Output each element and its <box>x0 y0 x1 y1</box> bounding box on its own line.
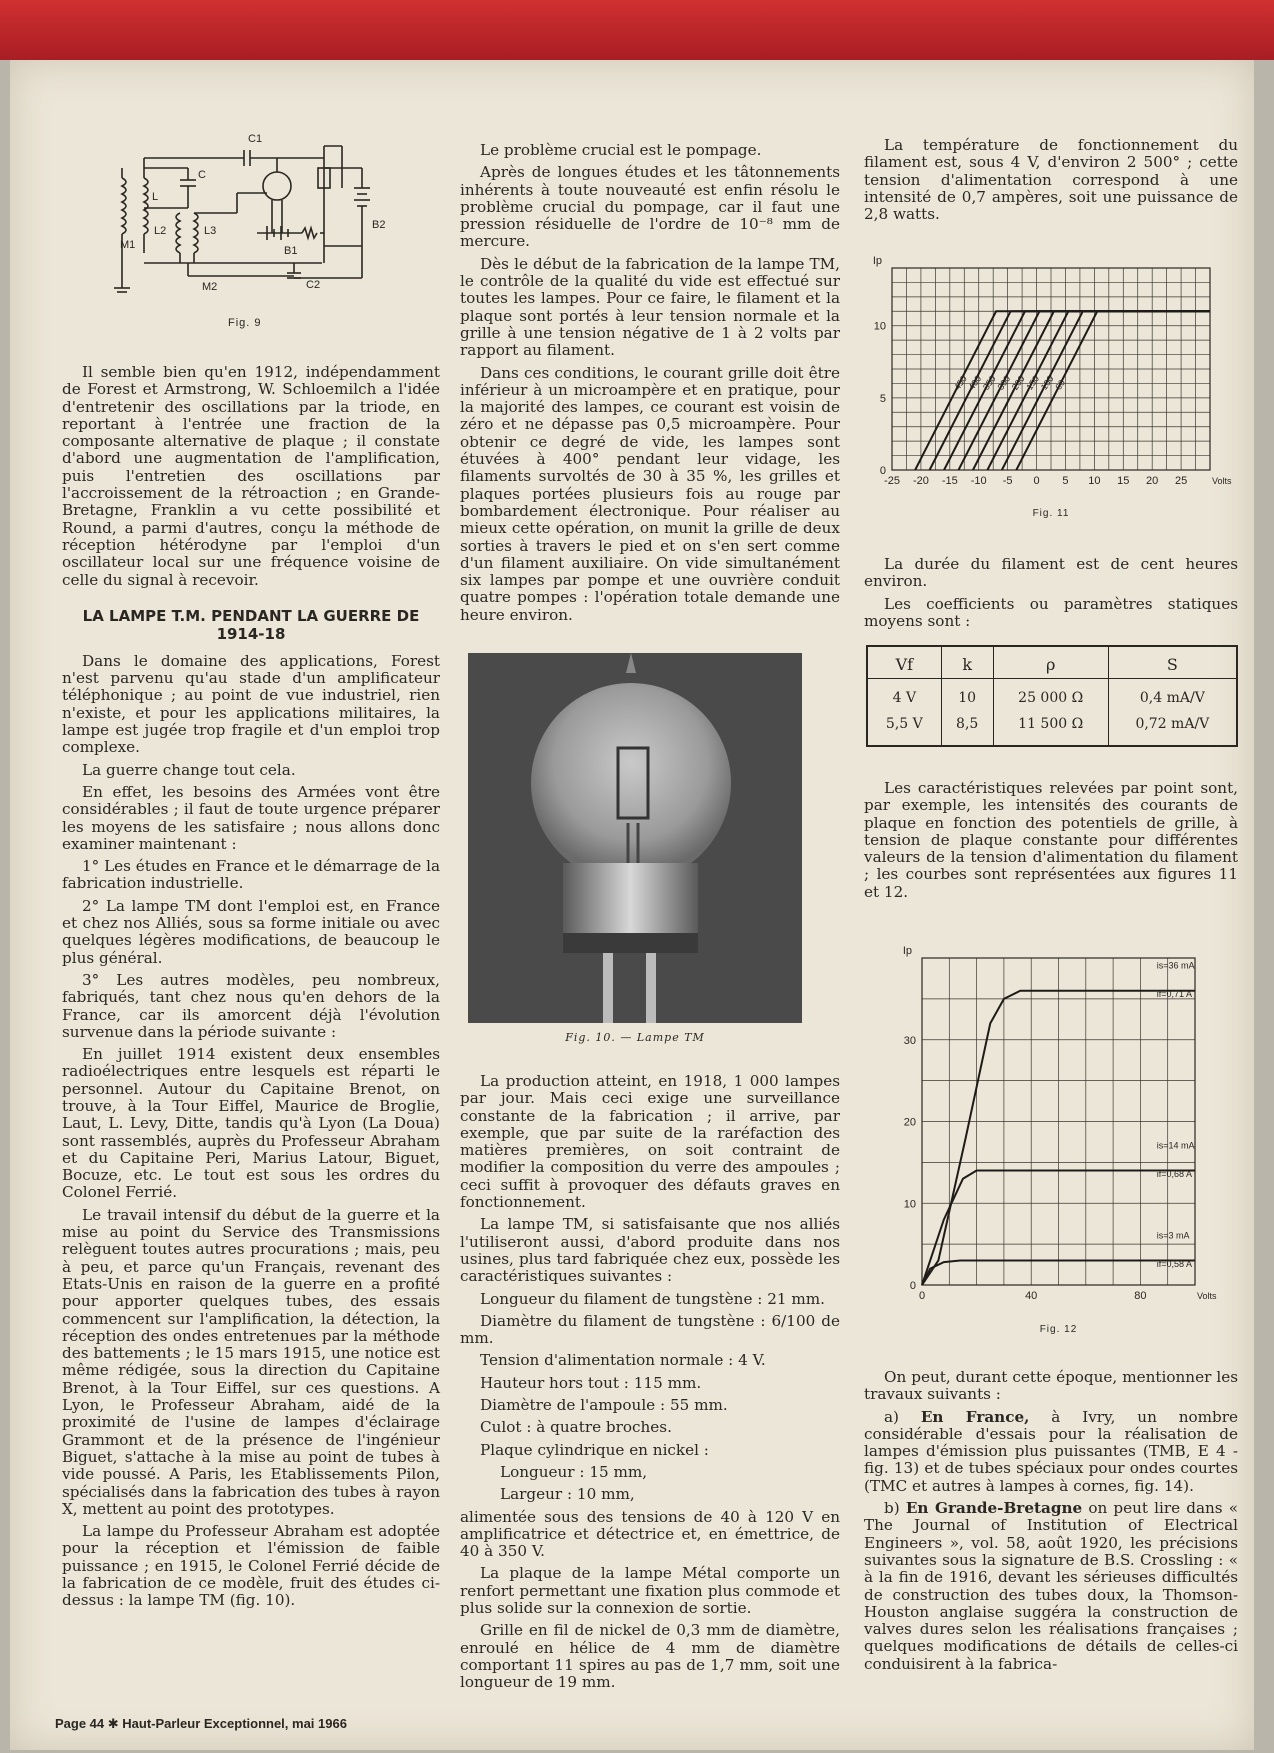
x-axis-label: Volts <box>1212 476 1232 486</box>
item-country: En France, <box>920 1407 1030 1426</box>
x-axis-label: Volts <box>1197 1291 1217 1301</box>
x-tick-label: -20 <box>912 475 929 487</box>
series-label: 100 <box>1038 373 1056 392</box>
x-tick-label: 0 <box>918 1290 926 1302</box>
figure-caption: Fig. 11 <box>1032 508 1070 519</box>
x-tick-label: 5 <box>1062 475 1069 487</box>
paragraph: En effet, les besoins des Armées vont être considérables ; il faut de toute urgence préparer les moyens de les satisfaire ; nous allons donc examiner maintenant : <box>62 782 440 853</box>
fig9-label-c1: C1 <box>248 133 263 145</box>
lamp-tm-illustration <box>468 653 802 1023</box>
spec-item: Longueur du filament de tungstène : 21 mm. <box>480 1289 825 1308</box>
fig9-label-c2: C2 <box>306 279 321 291</box>
x-tick-label: 20 <box>1146 475 1159 487</box>
paragraph: Les caractéristiques relevées par point sont, par exemple, les intensités des courants de plaque en fonction des potentiels de grille, à tension de plaque constante pour différentes valeurs de la tension d'alimentation du filament ; les courbes sont représentées aux figures 11 et 12. <box>864 779 1238 901</box>
series-line <box>987 311 1210 470</box>
column-3-mid2 <box>864 780 1238 906</box>
table-cell: 0,4 mA/V <box>1108 679 1237 712</box>
paragraph: Dès le début de la fabrication de la lampe TM, le contrôle de la qualité du vide est effectué sur toutes les lampes. Pour ce faire, le filament et la plaque sont portés à leur tension normale et la grille à une tension négative de 1 à 2 volts par rapport au filament. <box>460 254 840 360</box>
paragraph: Les coefficients ou paramètres statiques moyens sont : <box>864 594 1238 630</box>
y-tick-label: 30 <box>903 1034 916 1047</box>
paragraph: On peut, durant cette époque, mentionner les travaux suivants : <box>864 1368 1238 1404</box>
column-2 <box>460 142 840 629</box>
fig10-caption: Fig. 10. — Lampe TM <box>565 1031 705 1044</box>
paragraph: Après de longues études et les tâtonnements inhérents à toute nouveauté est enfin résolu le problème crucial du pompage, car il faut une pression résiduelle de l'ordre de 10⁻⁸ mm de mercure. <box>460 163 840 251</box>
paragraph: Il semble bien qu'en 1912, indépendamment de Forest et Armstrong, W. Schloemilch a l'idée d'entretenir des oscillations par la triode, en reportant à l'entrée une fraction de la composante alternative de plaque ; il constate d'abord une augmentation de l'amplification, puis l'entretien des oscillations par l'accroissement de la rétroaction ; en Grande-Bretagne, Franklin a vu cette possibilité et Round, a parmi d'autres, conçu la méthode de réception hétérodyne par l'emploi d'un oscillateur local sur une fréquence voisine de celle du signal à recevoir. <box>62 363 440 589</box>
table-header: ρ <box>993 646 1108 679</box>
paragraph: 3° Les autres modèles, peu nombreux, fabriqués, tant chez nous qu'en dehors de la France, car ils amorcent déjà l'évolution survenue dans la période suivante : <box>62 970 440 1041</box>
item-letter: b) <box>884 1499 900 1518</box>
fig9-label-l: L <box>152 191 159 203</box>
y-tick-label: 5 <box>879 392 886 405</box>
x-tick-label: 10 <box>1088 475 1101 487</box>
curve-annotation: if=0,58 A <box>1156 1259 1193 1270</box>
paragraph: La température de fonctionnement du filament est, sous 4 V, d'environ 2 500° ; cette tension d'alimentation correspond à une intensité de 0,7 ampères, soit une puissance de 2,8 watts. <box>864 136 1238 224</box>
x-tick-label: -25 <box>884 475 900 487</box>
fig9-label-l2: L2 <box>154 225 167 237</box>
x-tick-label: 15 <box>1117 475 1130 487</box>
fig9-label-m2: M2 <box>202 281 218 293</box>
curve-annotation: is=3 mA <box>1156 1230 1190 1241</box>
y-tick-label: 0 <box>879 465 886 477</box>
column-2-lower <box>460 1073 840 1697</box>
paragraph: La lampe du Professeur Abraham est adoptée pour la réception et l'émission de faible puissance ; en 1915, le Colonel Ferrié décide de la fabrication de ce modèle, fruit des études ci-dessus : la lampe TM (fig. 10). <box>62 1522 440 1610</box>
curve-annotation: if=0,71 A <box>1156 989 1193 1000</box>
y-axis-label: Ip <box>872 255 882 267</box>
series-line <box>973 311 1210 470</box>
item-text: à Ivry, un nombre considérable d'essais pour la réalisation de lampes d'émission plus puissantes (TMB, E 4 - fig. 13) et de tubes spéciaux pour ondes courtes (TMC et autres à lampes à cornes, fig. 14). <box>864 1407 1239 1495</box>
spec-item: Plaque cylindrique en nickel : <box>480 1440 709 1459</box>
x-tick-label: 40 <box>1025 1290 1038 1302</box>
paragraph: Grille en fil de nickel de 0,3 mm de diamètre, enroulé en hélice de 4 mm de diamètre comportant 11 spires au pas de 1,7 mm, soit une longueur de 19 mm. <box>460 1621 840 1692</box>
paragraph: La lampe TM, si satisfaisante que nos alliés l'utiliseront aussi, d'abord produite dans nos usines, plus tard fabriquée chez eux, possède les caractéristiques suivantes : <box>460 1215 840 1286</box>
table-cell: 0,72 mA/V <box>1108 711 1237 746</box>
column-3-mid <box>864 556 1238 635</box>
paragraph: alimentée sous des tensions de 40 à 120 V en amplificatrice et détectrice et, en émettrice, de 40 à 350 V. <box>460 1507 840 1561</box>
item-letter: a) <box>884 1407 899 1426</box>
series-label: 150 <box>1024 373 1042 392</box>
params-table <box>866 645 1238 747</box>
paragraph: La durée du filament est de cent heures environ. <box>864 555 1238 591</box>
series-label: 60 <box>1053 377 1068 392</box>
table-cell: 11 500 Ω <box>993 711 1108 746</box>
y-tick-label: 0 <box>909 1280 916 1292</box>
figure-caption: Fig. 12 <box>1039 1324 1078 1335</box>
y-tick-label: 10 <box>873 320 886 333</box>
x-tick-label: 80 <box>1134 1290 1147 1302</box>
curve-annotation: is=14 mA <box>1156 1140 1195 1151</box>
spec-item: Tension d'alimentation normale : 4 V. <box>480 1351 766 1370</box>
fig9-label-c: C <box>198 169 206 181</box>
paragraph: Le travail intensif du début de la guerre et la mise au point du Service des Transmissions relèguent toutes autres procurations ; mais, peu à peu, et parce qu'un Français, revenant des Etats-Unis en raison de la guerre en a profité pour apporter quelques tubes, des essais commencent sur l'amplification, la détection, la réception des ondes entretenues par la méthode des battements ; le 15 mars 1915, une notice est même rédigée, sous la direction du Capitaine Brenot, à la Tour Eiffel, sur ces questions. A Lyon, le Professeur Abraham, aidé de la proximité de l'usine de lampes d'éclairage Grammont et de la présence de l'ingénieur Biguet, s'attache à la mise au point de tubes à vide poussé. A Paris, les Etablissements Pilon, spécialisés dans la fabrication des tubes à rayon X, mettent au point des prototypes. <box>62 1205 440 1518</box>
column-1 <box>62 128 440 1615</box>
fig9-label-b2: B2 <box>372 219 386 231</box>
table-header: Vf <box>867 646 941 679</box>
spec-item: Culot : à quatre broches. <box>480 1418 672 1437</box>
table-header: k <box>941 646 993 679</box>
x-tick-label: -5 <box>1002 475 1013 487</box>
y-tick-label: 10 <box>903 1198 916 1211</box>
paragraph: Dans ces conditions, le courant grille doit être inférieur à un microampère et en pratique, pour la majorité des lampes, ce courant est voisin de zéro et ne dépasse pas 0,5 microampère. Pour obtenir ce degré de vide, les lampes sont étuvées à 400° pendant leur vidage, les filaments survoltés de 30 à 35 %, les grilles et plaques portées plusieurs fois au rouge par bombardement électronique. Pour réaliser au mieux cette opération, on munit la grille de deux sorties à travers le pied et on s'en sert comme d'un filament auxiliaire. On vide simultanément six lampes par pompe et une ouvrière conduit quatre pompes : l'opération totale demande une heure environ. <box>460 363 840 624</box>
params-table-wrap <box>866 645 1238 747</box>
series-label: 450 <box>952 373 969 392</box>
spec-item: Diamètre du filament de tungstène : 6/100 de mm. <box>460 1311 840 1348</box>
table-cell: 8,5 <box>941 711 993 746</box>
column-3-lower <box>864 1369 1238 1678</box>
table-cell: 4 V <box>892 690 917 706</box>
fig9-label-m1: M1 <box>120 239 136 251</box>
series-label: 350 <box>980 373 998 392</box>
paragraph <box>864 1409 1238 1495</box>
curve-annotation: is=36 mA <box>1156 960 1195 971</box>
paragraph: La production atteint, en 1918, 1 000 lampes par jour. Mais ceci exige une surveillance constante de la fabrication ; il arrive, par exemple, que par suite de la raréfaction des matières premières, on soit contraint de modifier la composition du verre des ampoules ; ceci suffit à provoquer des défauts graves en fonctionnement. <box>460 1072 840 1212</box>
curve-annotation: if=0,68 A <box>1156 1169 1193 1180</box>
column-3 <box>864 137 1238 228</box>
paragraph: La plaque de la lampe Métal comporte un renfort permettant une fixation plus commode et plus solide sur la connexion de sortie. <box>460 1564 840 1618</box>
item-text: on peut lire dans « The Journal of Institution of Electrical Engineers », vol. 58, août 1920, les précisions suivantes sous la signature de B.S. Crossling : « à la fin de 1916, devant les sérieuses difficultés de construction des tubes doux, la Thomson-Houston anglaise suggéra la construction de valves dures selon les réalisations françaises ; quelques modifications de détails de celles-ci conduisirent à la fabrica- <box>864 1499 1239 1673</box>
section-heading: LA LAMPE T.M. PENDANT LA GUERRE DE 1914-18 <box>82 606 420 643</box>
y-tick-label: 20 <box>903 1116 916 1129</box>
series-label: 300 <box>995 373 1013 392</box>
table-cell: 25 000 Ω <box>993 679 1108 712</box>
fig12-chart <box>870 940 1217 1335</box>
paragraph: 1° Les études en France et le démarrage de la fabrication industrielle. <box>62 857 440 893</box>
fig9-circuit-diagram <box>62 128 440 328</box>
x-tick-label: 25 <box>1174 475 1188 487</box>
table-cell: 5,5 V <box>885 716 923 732</box>
fig11-chart <box>870 255 1240 520</box>
series-label: 400 <box>966 373 984 392</box>
paragraph: En juillet 1914 existent deux ensembles radioélectriques entre lesquels est réparti le personnel. Autour du Capitaine Brenot, on trouve, à la Tour Eiffel, Maurice de Broglie, Laut, L. Levy, Ditte, tandis qu'à Lyon (La Doua) sont rassemblés, auprès du Professeur Abraham et du Capitaine Peri, Marius Latour, Biguet, Bocuze, etc. Le tout est sous les ordres du Colonel Ferrié. <box>62 1045 440 1202</box>
paragraph <box>864 1500 1238 1673</box>
paragraph: La guerre change tout cela. <box>82 760 296 779</box>
fig9-label-b1: B1 <box>284 245 298 257</box>
spec-item: Largeur : 10 mm, <box>500 1485 635 1504</box>
series-label: 200 <box>1009 373 1027 392</box>
x-tick-label: 0 <box>1033 475 1040 487</box>
x-tick-label: -15 <box>941 475 958 487</box>
page-footer: Page 44 ✱ Haut-Parleur Exceptionnel, mai 1966 <box>55 1716 347 1731</box>
table-cell: 10 <box>941 679 993 712</box>
table-header: S <box>1108 646 1237 679</box>
fig10-lamp-photo <box>468 653 802 1023</box>
red-page-edge <box>0 0 1274 60</box>
fig9-caption: Fig. 9 <box>228 317 262 329</box>
x-tick-label: -10 <box>970 475 987 487</box>
fig9-label-l3: L3 <box>204 225 217 237</box>
spec-item: Longueur : 15 mm, <box>500 1462 648 1481</box>
paragraph: Dans le domaine des applications, Forest n'est parvenu qu'au stade d'un amplificateur téléphonique ; au point de vue industriel, rien n'existe, et pour les applications militaires, la lampe est jugée trop fragile et d'un emploi trop complexe. <box>62 651 440 757</box>
item-country: En Grande-Bretagne <box>905 1499 1083 1518</box>
paragraph: 2° La lampe TM dont l'emploi est, en France et chez nos Alliés, sous sa forme initiale ou avec quelques légères modifications, de beaucoup le plus général. <box>62 896 440 967</box>
spec-item: Hauteur hors tout : 115 mm. <box>480 1373 702 1392</box>
paragraph: Le problème crucial est le pompage. <box>480 141 762 159</box>
spec-item: Diamètre de l'ampoule : 55 mm. <box>480 1396 728 1415</box>
y-axis-label: Ip <box>902 945 912 957</box>
